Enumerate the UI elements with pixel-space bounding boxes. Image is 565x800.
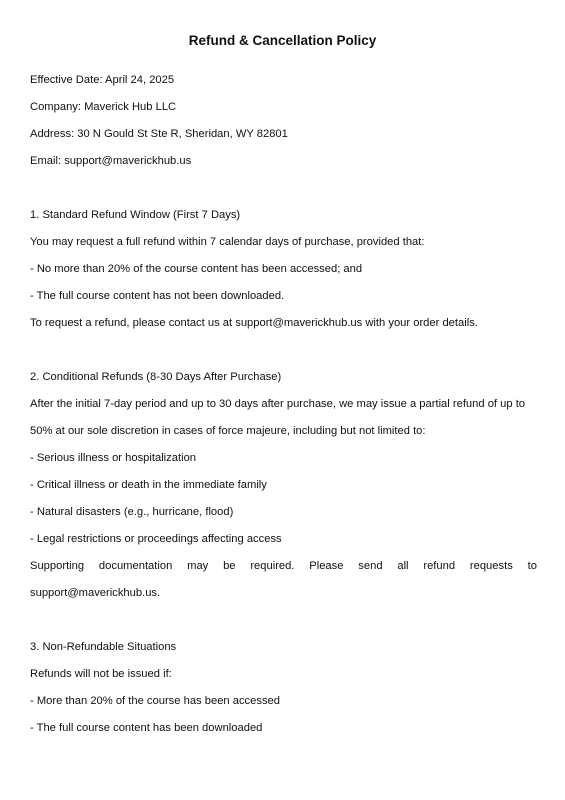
closing-word: to — [527, 560, 537, 572]
company-email: Email: support@maverickhub.us — [30, 155, 192, 167]
effective-date: Effective Date: April 24, 2025 — [30, 74, 175, 86]
closing-word: may — [187, 560, 209, 572]
section-3-bullet: - More than 20% of the course has been accessed — [30, 695, 281, 707]
section-2-bullet: - Natural disasters (e.g., hurricane, flood) — [30, 506, 234, 518]
closing-word: required. — [250, 560, 295, 572]
closing-word: be — [223, 560, 236, 572]
section-2-intro-line-1: After the initial 7-day period and up to 30 days after purchase, we may issue a partial refund of up to — [30, 398, 526, 410]
section-1-bullet: - No more than 20% of the course content has been accessed; and — [30, 263, 363, 275]
closing-word: Supporting — [30, 560, 85, 572]
section-2-bullet: - Critical illness or death in the immediate family — [30, 479, 267, 491]
closing-word: requests — [469, 560, 513, 572]
section-1-heading: 1. Standard Refund Window (First 7 Days) — [30, 209, 241, 221]
closing-word: Please — [309, 560, 344, 572]
page-title: Refund & Cancellation Policy — [188, 33, 377, 48]
section-1-bullet: - The full course content has not been downloaded. — [30, 290, 285, 302]
closing-word: send — [358, 560, 383, 572]
section-1-intro: You may request a full refund within 7 calendar days of purchase, provided that: — [30, 236, 425, 248]
closing-word: refund — [423, 560, 456, 572]
closing-word: documentation — [98, 560, 173, 572]
section-2-closing-line-1 — [30, 559, 537, 573]
section-2-bullet: - Legal restrictions or proceedings affecting access — [30, 533, 282, 545]
section-2-intro-line-2: 50% at our sole discretion in cases of force majeure, including but not limited to: — [30, 425, 426, 437]
section-3-heading: 3. Non-Refundable Situations — [30, 641, 177, 653]
section-3-bullet: - The full course content has been downloaded — [30, 722, 263, 734]
company-name: Company: Maverick Hub LLC — [30, 101, 177, 113]
section-2-closing-line-2: support@maverickhub.us. — [30, 587, 161, 599]
company-address: Address: 30 N Gould St Ste R, Sheridan, WY 82801 — [30, 128, 288, 140]
section-3-intro: Refunds will not be issued if: — [30, 668, 172, 680]
closing-word: all — [397, 560, 409, 572]
section-2-heading: 2. Conditional Refunds (8-30 Days After Purchase) — [30, 371, 282, 383]
section-1-closing: To request a refund, please contact us at support@maverickhub.us with your order details. — [30, 317, 478, 329]
section-2-bullet: - Serious illness or hospitalization — [30, 452, 197, 464]
